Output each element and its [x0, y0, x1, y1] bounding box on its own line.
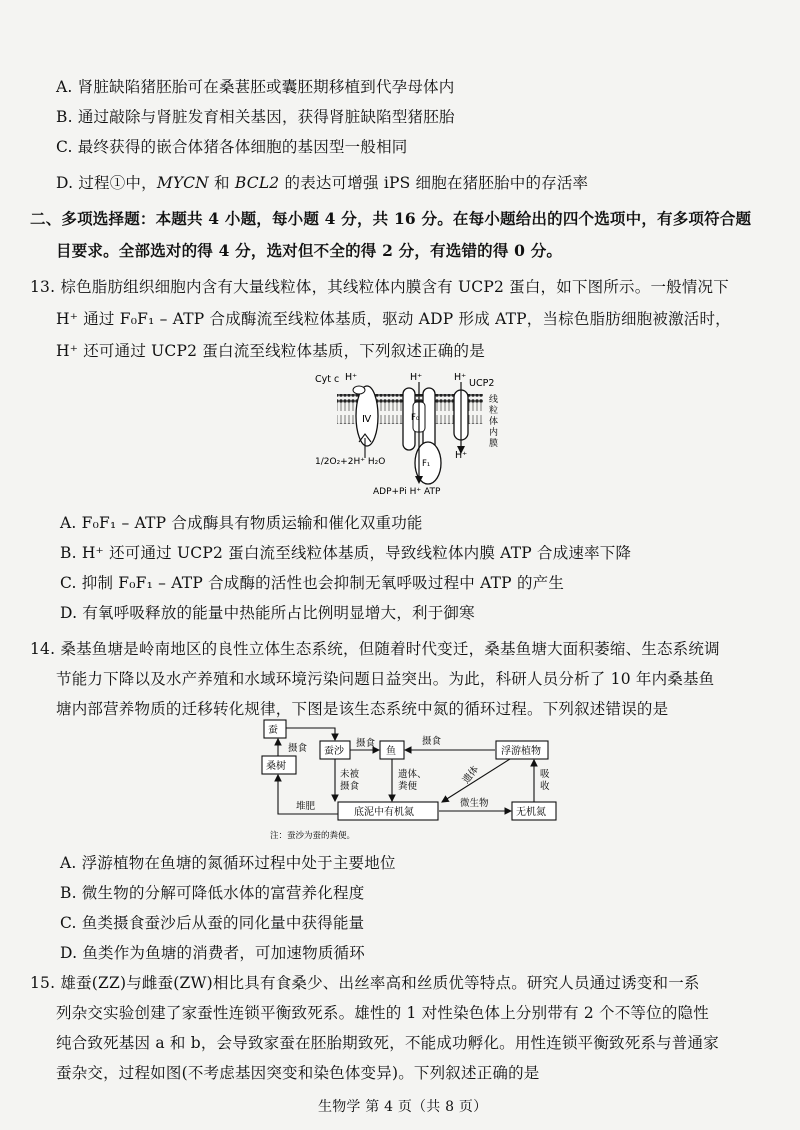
mulberry-label: 桑树 — [266, 761, 286, 772]
mitochondria-membrane-figure — [315, 368, 510, 504]
nitrogen-cycle-diagram — [258, 718, 578, 844]
q12-option-d-suffix: 的表达可增强 iPS 细胞在猪胚胎中的存活率 — [279, 174, 589, 192]
q15-stem-line1: 15. 雄蚕(ZZ)与雌蚕(ZW)相比具有食桑少、出丝率高和丝质优等特点。研究人员通过诱变和一系 — [30, 974, 700, 992]
feces-label: 蚕沙 — [324, 746, 344, 757]
h-plus-label-2: H⁺ — [410, 372, 423, 383]
remains-label-1: 遗体、 — [398, 769, 427, 780]
water-equation: 1/2O₂+2H⁺ H₂O — [315, 457, 386, 467]
fish-label: 鱼 — [386, 746, 396, 757]
atp-equation: ADP+Pi H⁺ ATP — [373, 487, 441, 497]
ucp2-label: UCP2 — [469, 378, 495, 389]
inorganic-label: 无机氮 — [516, 807, 546, 818]
q14-stem-line2: 节能力下降以及水产养殖和水域环境污染问题日益突出。为此，科研人员分析了 10 年内桑基鱼 — [56, 670, 715, 688]
silkworm-to-feces-arrow — [286, 728, 335, 740]
diagram-note: 注：蚕沙为蚕的粪便。 — [270, 831, 356, 841]
section2-header-line1: 二、多项选择题：本题共 4 小题，每小题 4 分，共 16 分。在每小题给出的四个选项中，有多项符合题 — [30, 209, 752, 228]
q12-option-d-prefix: D. 过程①中， — [56, 174, 157, 192]
complex-iv-label: Ⅳ — [362, 414, 372, 425]
q12-option-d — [56, 172, 588, 194]
gene-bcl2: BCL2 — [234, 174, 280, 192]
membrane-char-1: 线 — [489, 395, 499, 405]
microbes-label: 微生物 — [460, 798, 489, 809]
eat-label-1: 摄食 — [288, 743, 308, 754]
q12-option-c: C. 最终获得的嵌合体猪各体细胞的基因型一般相同 — [56, 138, 408, 156]
h-plus-label-1: H⁺ — [345, 372, 358, 383]
remains-label-2: 粪便 — [398, 781, 418, 792]
not-eaten-label-1: 未被 — [340, 769, 360, 780]
q15-stem-line2: 列杂交实验创建了家蚕性连锁平衡致死系。雄性的 1 对性染色体上分别带有 2 个不等位的隐性 — [56, 1004, 709, 1022]
plankton-label: 浮游植物 — [501, 746, 541, 757]
q13-option-a: A. F₀F₁ – ATP 合成酶具有物质运输和催化双重功能 — [60, 514, 423, 532]
q12-option-a: A. 肾脏缺陷猪胚胎可在桑葚胚或囊胚期移植到代孕母体内 — [56, 78, 455, 96]
membrane-char-5: 膜 — [489, 439, 499, 449]
absorb-label-2: 收 — [540, 781, 550, 792]
h-plus-label-3: H⁺ — [454, 372, 467, 383]
q14-option-c: C. 鱼类摄食蚕沙后从蚕的同化量中获得能量 — [60, 914, 365, 932]
q12-option-b: B. 通过敲除与肾脏发育相关基因，获得肾脏缺陷型猪胚胎 — [56, 108, 455, 126]
q14-option-a: A. 浮游植物在鱼塘的氮循环过程中处于主要地位 — [60, 854, 396, 872]
q12-option-d-mid: 和 — [208, 174, 235, 192]
sediment-label: 底泥中有机氮 — [354, 807, 414, 818]
q13-option-b: B. H⁺ 还可通过 UCP2 蛋白流至线粒体基质，导致线粒体内膜 ATP 合成速率下降 — [60, 544, 632, 562]
absorb-label-1: 吸 — [540, 769, 550, 780]
not-eaten-label-2: 摄食 — [340, 781, 360, 792]
q13-stem-line1: 13. 棕色脂肪组织细胞内含有大量线粒体，其线粒体内膜含有 UCP2 蛋白，如下图所示。一般情况下 — [30, 278, 729, 296]
silkworm-label: 蚕 — [268, 725, 278, 736]
gene-mycn: MYCN — [156, 174, 209, 192]
q14-option-b: B. 微生物的分解可降低水体的富营养化程度 — [60, 884, 365, 902]
section2-header-line2: 目要求。全部选对的得 4 分，选对但不全的得 2 分，有选错的得 0 分。 — [56, 241, 563, 260]
membrane-char-4: 内 — [489, 428, 499, 438]
f0-label: F₀ — [411, 413, 420, 423]
h-plus-label-4: H⁺ — [455, 450, 468, 461]
q14-option-d: D. 鱼类作为鱼塘的消费者，可加速物质循环 — [60, 944, 365, 962]
q13-stem-line2: H⁺ 通过 F₀F₁ – ATP 合成酶流至线粒体基质，驱动 ADP 形成 ATP，当棕色脂肪细胞被激活时， — [56, 310, 731, 328]
q13-option-c: C. 抑制 F₀F₁ – ATP 合成酶的活性也会抑制无氧呼吸过程中 ATP 的产生 — [60, 574, 565, 592]
page-footer: 生物学 第 4 页（共 8 页） — [318, 1099, 488, 1115]
membrane-char-2: 粒 — [489, 406, 499, 416]
q14-stem-line3: 塘内部营养物质的迁移转化规律，下图是该生态系统中氮的循环过程。下列叙述错误的是 — [56, 700, 669, 718]
q15-stem-line4: 蚕杂交，过程如图(不考虑基因突变和染色体变异)。下列叙述正确的是 — [56, 1064, 540, 1082]
q14-stem-line1: 14. 桑基鱼塘是岭南地区的良性立体生态系统，但随着时代变迁，桑基鱼塘大面积萎缩、生态系统调 — [30, 640, 720, 658]
plankton-remains-label: 遗体 — [460, 764, 482, 786]
q13-option-d: D. 有氧呼吸释放的能量中热能所占比例明显增大，利于御寒 — [60, 604, 475, 622]
membrane-char-3: 体 — [489, 417, 499, 427]
f1-label: F₁ — [422, 459, 431, 469]
manure-label: 堆肥 — [296, 801, 316, 812]
q13-stem-line3: H⁺ 还可通过 UCP2 蛋白流至线粒体基质，下列叙述正确的是 — [56, 342, 485, 360]
q15-stem-line3: 纯合致死基因 a 和 b，会导致家蚕在胚胎期致死，不能成功孵化。用性连锁平衡致死系与普通家 — [56, 1034, 719, 1052]
plankton-to-sediment-arrow — [442, 759, 510, 802]
cytc-shape — [353, 386, 365, 394]
cyt-c-label: Cyt c — [315, 374, 340, 385]
eat-label-2: 摄食 — [356, 738, 376, 749]
eat-label-3: 摄食 — [422, 736, 442, 747]
